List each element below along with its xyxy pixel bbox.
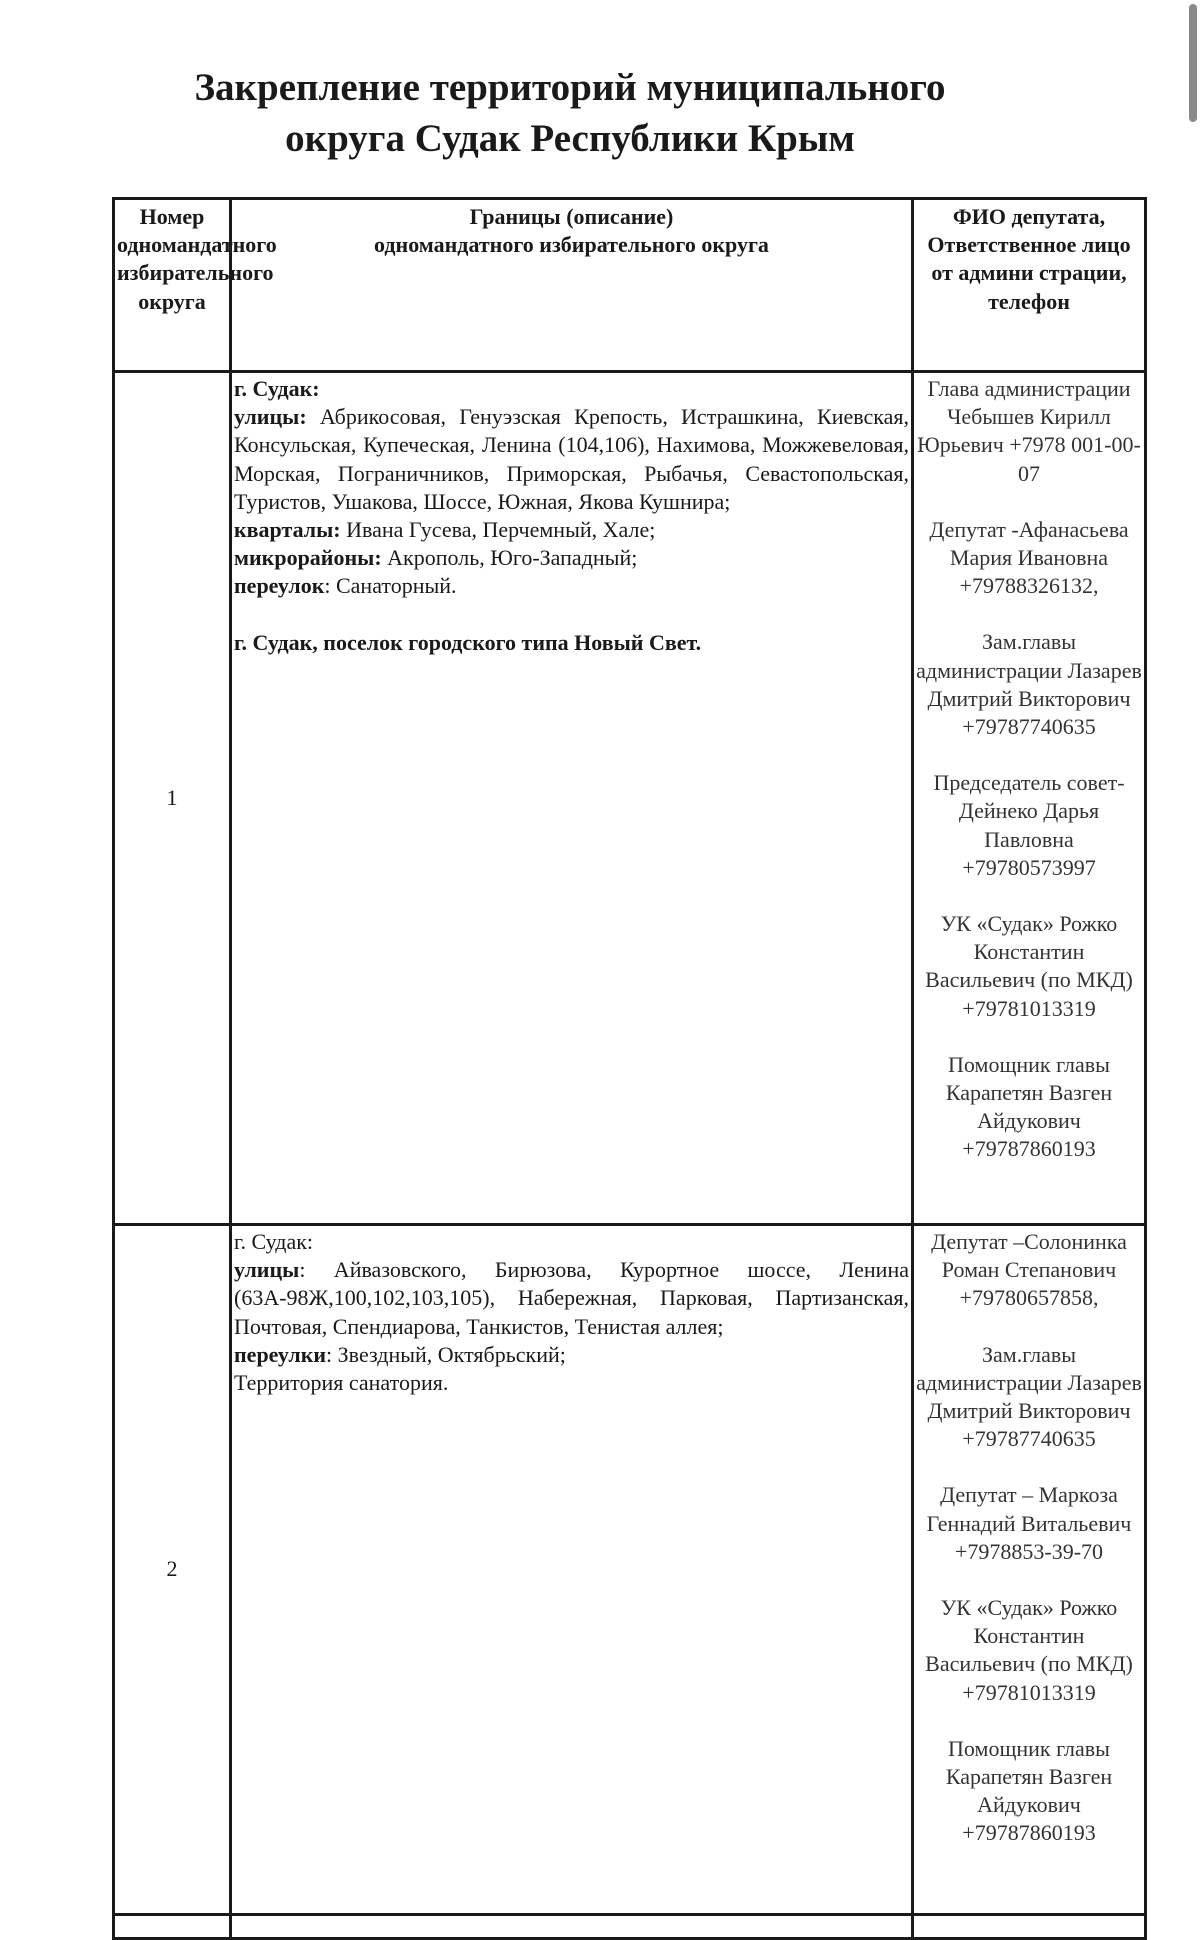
lane-label: переулок (234, 573, 325, 599)
streets-label: улицы (234, 1257, 300, 1283)
contact-entry: УК «Судак» Рожко Константин Васильевич (по МКД) +79781013319 (925, 1595, 1133, 1705)
district-extra-settlement: г. Судак, поселок городского типа Новый Свет. (234, 629, 702, 655)
streets-list: : Айвазовского, Бирюзова, Курортное шоссе, Ленина (63А-98Ж,100,102,103,105), Набережная, Парковая, Партизанская, Почтовая, Спендиарова, Танкистов, Тенистая аллея; (234, 1257, 909, 1339)
contact-entry: Помощник главы Карапетян Вазген Айдукович +79787860193 (945, 1735, 1113, 1846)
contact-entry: УК «Судак» Рожко Константин Васильевич (по МКД) +79781013319 (925, 911, 1133, 1021)
district-contacts (913, 1225, 1146, 1915)
contact-entry: Депутат – Маркоза Геннадий Витальевич +7978853-39-70 (926, 1482, 1132, 1564)
district-quarters (234, 516, 909, 544)
lanes-label: переулки (234, 1341, 327, 1367)
district-lanes (234, 1341, 909, 1369)
partial-cell (231, 1915, 913, 1939)
district-city: г. Судак: (234, 1229, 314, 1254)
table-row-district-3-partial (114, 1915, 1146, 1939)
header-boundaries (231, 199, 913, 372)
streets-list: Абрикосовая, Генуэзская Крепость, Истрашкина, Киевская, Консульская, Купеческая, Ленина (104,106), Нахимова, Можжевеловая, Морская, Пограничников, Приморская, Рыбачья, Севастопольская, Туристов, Ушакова, Шоссе, Южная, Якова Кушнира; (234, 404, 909, 514)
contact-entry: Депутат -Афанасьева Мария Ивановна +79788326132, (929, 516, 1129, 599)
district-streets (234, 1256, 909, 1341)
header-boundaries-line-1: Границы (описание) (469, 204, 674, 229)
contact-entry: Зам.главы администрации Лазарев Дмитрий Викторович +79787740635 (916, 1341, 1142, 1452)
scrollbar-thumb[interactable] (1189, 4, 1197, 122)
microdistricts-list: Акрополь, Юго-Западный; (381, 545, 638, 571)
quarters-label: кварталы: (234, 517, 341, 543)
contact-entry: Зам.главы администрации Лазарев Дмитрий Викторович +79787740635 (916, 629, 1142, 740)
contact-entry: Помощник главы Карапетян Вазген Айдукович +79787860193 (945, 1051, 1113, 1162)
streets-label: улицы: (234, 404, 307, 430)
contact-entry: Депутат –Солонинка Роман Степанович +79780657858, (931, 1229, 1127, 1311)
page-title-line-2: округа Судак Республики Крым (285, 117, 855, 160)
microdistricts-label: микрорайоны: (234, 545, 382, 571)
district-lane (234, 572, 909, 600)
district-boundaries (231, 1225, 913, 1915)
district-territory: Территория санатория. (234, 1370, 449, 1396)
table-header-row (114, 199, 1146, 372)
page-title-line-1: Закрепление территорий муниципального (194, 66, 946, 109)
header-district-number: Номер одномандатного избирательного округа (114, 199, 231, 372)
district-contacts (913, 372, 1146, 1225)
lanes-list: : Звездный, Октябрьский; (326, 1341, 566, 1367)
partial-cell (913, 1915, 1146, 1939)
contact-entry: Глава администрации Чебышев Кирилл Юрьевич +7978 001-00-07 (917, 376, 1141, 486)
districts-table (112, 197, 1147, 1940)
page-title (0, 62, 1140, 164)
table-row-district-2 (114, 1225, 1146, 1915)
district-city: г. Судак: (234, 376, 320, 401)
quarters-list: Ивана Гусева, Перчемный, Хале; (340, 517, 656, 543)
district-microdistricts (234, 544, 909, 572)
district-boundaries (231, 372, 913, 1225)
table-row-district-1 (114, 372, 1146, 1225)
district-number: 1 (114, 372, 231, 1225)
header-contacts: ФИО депутата, Ответственное лицо от админи страции, телефон (913, 199, 1146, 372)
lane-list: : Санаторный. (324, 573, 457, 599)
contact-entry: Председатель совет- Дейнеко Дарья Павловна +79780573997 (933, 770, 1125, 880)
district-streets (234, 403, 909, 516)
districts-table-frame (112, 197, 1144, 1937)
header-boundaries-line-2: одномандатного избирательного округа (374, 232, 769, 258)
district-number: 2 (114, 1225, 231, 1915)
partial-cell (114, 1915, 231, 1939)
